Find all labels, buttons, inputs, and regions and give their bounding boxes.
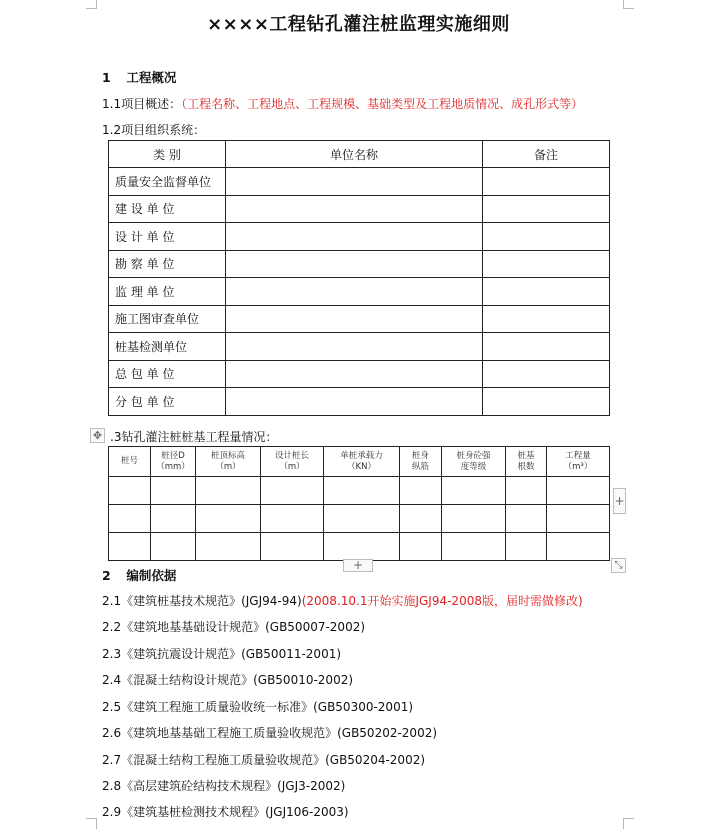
page-corner-mark: [623, 0, 634, 9]
table-row: [109, 305, 610, 333]
remarks-cell[interactable]: [483, 278, 610, 306]
table-cell[interactable]: [442, 505, 506, 533]
item-1-2: 1.2项目组织系统：: [102, 123, 206, 137]
table-cell[interactable]: [506, 533, 547, 561]
add-row-button[interactable]: +: [343, 559, 373, 572]
row-category: 桩基检测单位: [109, 333, 226, 361]
page-corner-mark: [623, 818, 634, 829]
section-1-heading: [102, 68, 176, 86]
section-title: 工程概况: [126, 70, 177, 85]
row-category: 质量安全监督单位: [109, 168, 226, 196]
table-cell[interactable]: [324, 505, 400, 533]
header-text: 设计桩长: [274, 450, 309, 461]
header-text: 桩顶标高: [210, 450, 245, 461]
header-text: 桩身: [411, 450, 429, 461]
table-cell[interactable]: [109, 533, 151, 561]
header-unit: （mm）: [156, 461, 190, 472]
row-category: 设 计 单 位: [109, 223, 226, 251]
reference-text: 2.5《建筑工程施工质量验收统一标准》(GB50300-2001): [102, 700, 414, 714]
unit-name-cell[interactable]: [226, 195, 483, 223]
table-row: [109, 223, 610, 251]
row-category: 勘 察 单 位: [109, 250, 226, 278]
table-row: [109, 168, 610, 196]
header-cell: [400, 447, 442, 477]
header-text: 工程量: [565, 450, 591, 461]
reference-text: 2.9《建筑基桩检测技术规程》(JGJ106-2003): [102, 805, 349, 819]
table-header-row: [109, 447, 610, 477]
reference-item: [102, 724, 437, 741]
organization-table: [108, 140, 610, 416]
unit-name-cell[interactable]: [226, 168, 483, 196]
table-cell[interactable]: [506, 477, 547, 505]
table-cell[interactable]: [400, 533, 442, 561]
header-text: 桩径D: [161, 450, 185, 461]
item-1-1-label: 1.1项目概述：: [102, 97, 182, 111]
table-cell[interactable]: [196, 505, 261, 533]
remarks-cell[interactable]: [483, 333, 610, 361]
table-cell[interactable]: [261, 533, 324, 561]
header-text: 桩号: [120, 456, 138, 466]
header-text: 桩基: [517, 450, 535, 461]
table-cell[interactable]: [442, 533, 506, 561]
remarks-cell[interactable]: [483, 360, 610, 388]
header-cell-remarks: 备注: [483, 141, 610, 168]
table-row: [109, 278, 610, 306]
item-1-1-note: （工程名称、工程地点、工程规模、基础类型及工程地质情况、成孔形式等）: [181, 97, 584, 111]
table-cell[interactable]: [109, 477, 151, 505]
header-cell-category: 类 别: [109, 141, 226, 168]
reference-text: 2.6《建筑地基基础工程施工质量验收规范》(GB50202-2002): [102, 726, 438, 740]
header-cell: [442, 447, 506, 477]
reference-item: [102, 803, 349, 820]
page-corner-mark: [86, 818, 97, 829]
table-cell[interactable]: [442, 477, 506, 505]
row-category: 分 包 单 位: [109, 388, 226, 416]
table-cell[interactable]: [261, 505, 324, 533]
table-row: [109, 477, 610, 505]
remarks-cell[interactable]: [483, 195, 610, 223]
reference-text: 2.4《混凝土结构设计规范》(GB50010-2002): [102, 673, 354, 687]
header-text: 单桩承载力: [340, 450, 383, 461]
header-cell: [506, 447, 547, 477]
header-unit: （KN）: [347, 461, 376, 472]
unit-name-cell[interactable]: [226, 360, 483, 388]
section-title: 编制依据: [126, 568, 177, 583]
unit-name-cell[interactable]: [226, 278, 483, 306]
table-row: [109, 250, 610, 278]
reference-note: (2008.10.1开始实施JGJ94-2008版，届时需做修改): [301, 594, 583, 608]
table-cell[interactable]: [324, 477, 400, 505]
table-move-handle-icon[interactable]: ✥: [90, 428, 105, 443]
remarks-cell[interactable]: [483, 388, 610, 416]
header-cell: [547, 447, 610, 477]
header-cell: [261, 447, 324, 477]
table-header-row: [109, 141, 610, 168]
unit-name-cell[interactable]: [226, 250, 483, 278]
table-row: [109, 195, 610, 223]
table-row: [109, 360, 610, 388]
reference-item: [102, 751, 425, 768]
header-unit: （m³）: [563, 461, 593, 472]
section-2-heading: [102, 566, 176, 584]
table-cell[interactable]: [196, 533, 261, 561]
document-title: ××××工程钻孔灌注桩监理实施细则: [207, 14, 510, 35]
table-cell[interactable]: [400, 505, 442, 533]
reference-text: 2.3《建筑抗震设计规范》(GB50011-2001): [102, 647, 342, 661]
table-cell[interactable]: [400, 477, 442, 505]
unit-name-cell[interactable]: [226, 223, 483, 251]
table-cell[interactable]: [547, 533, 610, 561]
header-cell: [151, 447, 196, 477]
reference-text: 2.8《高层建筑砼结构技术规程》(JGJ3-2002): [102, 779, 346, 793]
table-cell[interactable]: [324, 533, 400, 561]
header-unit: （m）: [215, 461, 241, 472]
page-corner-mark: [86, 0, 97, 9]
table-cell[interactable]: [151, 477, 196, 505]
reference-text: 2.2《建筑地基基础设计规范》(GB50007-2002): [102, 620, 366, 634]
section-number: 1: [102, 70, 111, 85]
remarks-cell[interactable]: [483, 305, 610, 333]
table-cell[interactable]: [506, 505, 547, 533]
remarks-cell[interactable]: [483, 168, 610, 196]
table-cell[interactable]: [109, 505, 151, 533]
table-row: [109, 505, 610, 533]
header-unit: （m）: [279, 461, 305, 472]
header-cell-unit-name: 单位名称: [226, 141, 483, 168]
header-unit: 纵筋: [411, 461, 429, 472]
reference-item: [102, 645, 341, 662]
item-1-3: .3钻孔灌注桩桩基工程量情况：: [110, 430, 278, 444]
table-cell[interactable]: [547, 505, 610, 533]
table-cell[interactable]: [151, 533, 196, 561]
unit-name-cell[interactable]: [226, 333, 483, 361]
item-1-1: [102, 95, 583, 112]
remarks-cell[interactable]: [483, 250, 610, 278]
table-cell[interactable]: [196, 477, 261, 505]
table-row: [109, 388, 610, 416]
table-row: [109, 533, 610, 561]
header-text: 桩身砼强: [456, 450, 491, 461]
section-number: 2: [102, 568, 111, 583]
reference-text: 2.1《建筑桩基技术规范》(JGJ94-94): [102, 594, 302, 608]
table-cell[interactable]: [261, 477, 324, 505]
table-resize-handle-icon[interactable]: ⤡: [611, 558, 626, 573]
pile-quantity-table: [108, 446, 610, 561]
remarks-cell[interactable]: [483, 223, 610, 251]
row-category: 施工图审查单位: [109, 305, 226, 333]
reference-item: [102, 777, 345, 794]
unit-name-cell[interactable]: [226, 305, 483, 333]
add-column-button[interactable]: +: [613, 488, 626, 514]
header-unit: 根数: [517, 461, 535, 472]
header-cell: [196, 447, 261, 477]
table-row: [109, 333, 610, 361]
header-cell: [109, 447, 151, 477]
reference-text: 2.7《混凝土结构工程施工质量验收规范》(GB50204-2002): [102, 753, 426, 767]
header-cell: [324, 447, 400, 477]
reference-item: [102, 592, 583, 609]
table-cell[interactable]: [151, 505, 196, 533]
reference-item: [102, 698, 413, 715]
header-unit: 度等级: [460, 461, 487, 472]
table-cell[interactable]: [547, 477, 610, 505]
reference-item: [102, 618, 365, 635]
row-category: 建 设 单 位: [109, 195, 226, 223]
row-category: 总 包 单 位: [109, 360, 226, 388]
reference-item: [102, 671, 353, 688]
unit-name-cell[interactable]: [226, 388, 483, 416]
row-category: 监 理 单 位: [109, 278, 226, 306]
